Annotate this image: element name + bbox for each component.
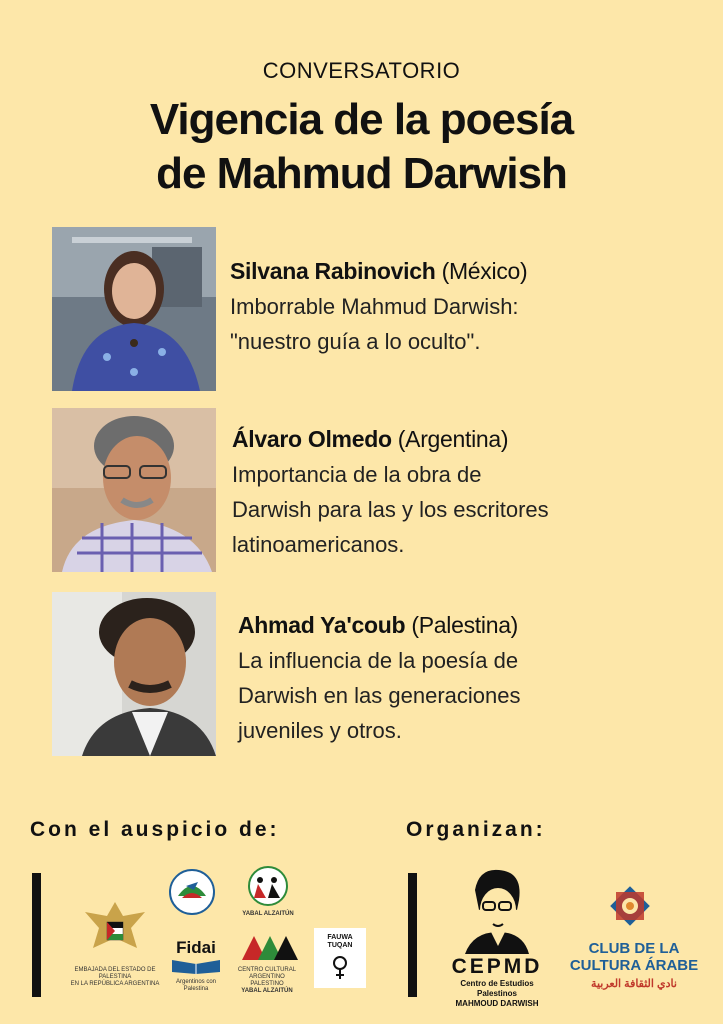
yabal-center-logo [236,932,298,995]
triangles-icon [236,932,298,962]
speaker-name: Ahmad Ya'coub (Palestina) [238,612,519,638]
embassy-text-2: EN LA REPÚBLICA ARGENTINA [70,981,160,987]
speaker-talk: Imborrable Mahmud Darwish: "nuestro guía a lo oculto". [230,294,519,354]
speaker-silvana [230,258,580,359]
fidai-logo [168,958,224,993]
club-name: CLUB DE LA CULTURA ÁRABE [569,940,699,974]
speaker-talk: La influencia de la poesía de Darwish en las generaciones juveniles y otros. [238,648,521,743]
club-arabic-name: نادي الثقافة العربية [591,978,677,990]
sponsors-divider [32,873,41,997]
yabal-logo [240,866,296,918]
cepmd-name: CEPMD [451,955,543,978]
yabal-center-text: CENTRO CULTURAL ARGENTINO PALESTINO [237,967,297,987]
yabal-center-name: YABAL ALZAITÚN [241,988,293,994]
organizers-divider [408,873,417,997]
speaker-photo-alvaro [52,408,216,572]
yabal-label: YABAL ALZAITÚN [242,911,294,917]
speaker-photo-silvana [52,227,216,391]
pre-title: CONVERSATORIO [262,58,461,83]
eagle-emblem-icon [65,898,165,962]
fauwa-figure [330,955,350,986]
fidai-sub: Argentinos con Palestina [175,979,217,992]
darwish-portrait-icon [465,866,529,954]
fidai-logo-text: Fidai [176,938,216,957]
cepmd-portrait [465,866,529,959]
round-emblem-logo [168,868,216,921]
organizers-heading: Organizan: [406,818,546,841]
title-line-1: Vigencia de la poesía [149,95,574,144]
embassy-text-1: EMBAJADA DEL ESTADO DE PALESTINA [74,967,156,980]
speaker-alvaro [232,426,582,562]
embassy-logo [65,898,165,988]
club-emblem [604,880,656,937]
dove-emblem-icon [168,868,216,916]
speaker-talk: Importancia de la obra de Darwish para las y los escritores latinoamericanos. [232,462,549,557]
book-icon [168,958,224,974]
speaker-ahmad [238,612,588,748]
title-line-2: de Mahmud Darwish [156,149,567,198]
geometric-star-icon [604,880,656,932]
woman-symbol-icon [330,955,350,981]
sponsors-heading: Con el auspicio de: [30,818,280,841]
speaker-name: Álvaro Olmedo (Argentina) [232,426,509,452]
dancers-icon [240,866,296,906]
speaker-name: Silvana Rabinovich (México) [230,258,528,284]
speaker-photo-ahmad [52,592,216,756]
cepmd-subtitle: Centro de Estudios Palestinos MAHMOUD DARWISH [455,979,539,1008]
fauwa-label: FAUWA TUQAN [327,934,353,949]
